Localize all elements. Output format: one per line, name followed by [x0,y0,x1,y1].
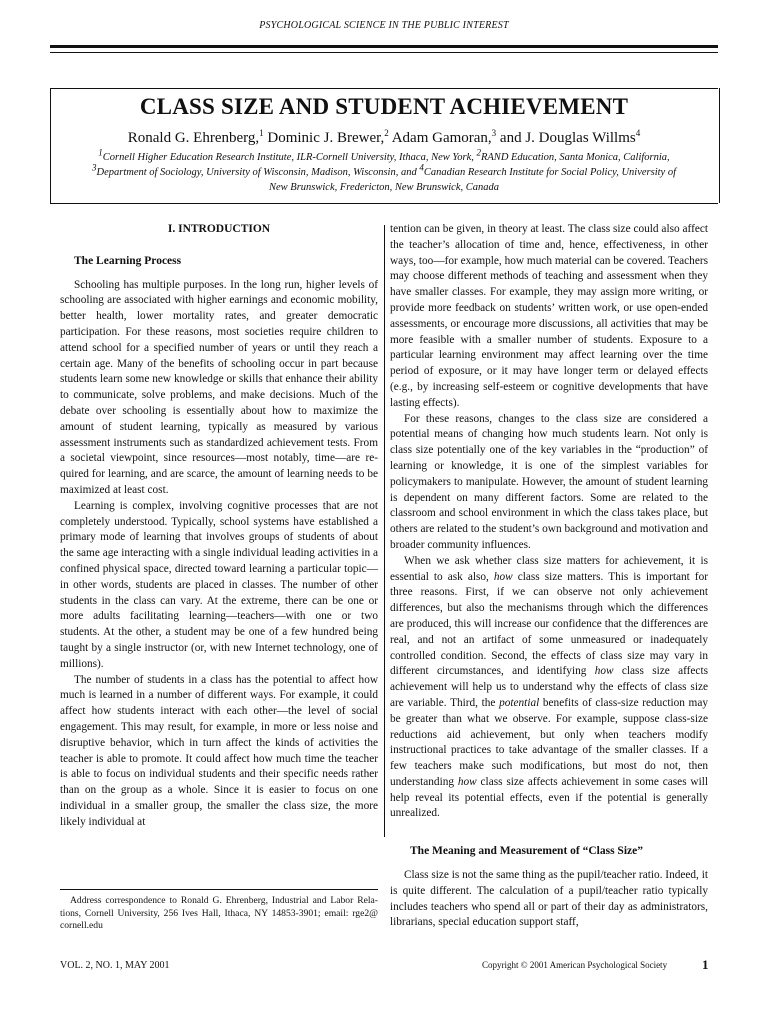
subheading: The Learning Process [74,254,182,267]
body-paragraph [390,554,708,823]
author-sup: 3 [491,128,497,138]
affiliation-text: Department of Sociology, University of Wisconsin, Madison, Wisconsin, and [96,167,417,178]
affiliation-text: RAND Education, Santa Monica, California, [480,152,670,163]
affiliation-text: Cornell Higher Education Research Institute, ILR-Cornell University, Ithaca, New York, [102,152,474,163]
header-rule-thin [50,52,718,53]
text-run: class size affects achievement will help us to understand why the effects of class size are variable. Third, the [390,665,708,709]
emphasis: potential [499,696,540,709]
footnote-rule [60,889,378,890]
author-name: Ronald G. Ehrenberg, [127,130,260,146]
emphasis: how [457,775,477,788]
header-rule-thick [50,45,718,48]
author-name: Adam Gamoran, [391,130,492,146]
left-column [60,222,378,830]
text-run: When we ask whether class size matters for achievement, it is essential to ask also, [390,554,708,583]
body-paragraph: The number of students in a class has the potential to affect how much is learned in a number of different ways. For example, it could affect how students interact with each other—the level of social engagement. This may result, for example, in more or less noise and disruptive behavior, which in turn affect the kinds of activities the teacher is able to promote. It could affect how much time the teacher is able to focus on individual students and their specific needs rather than on the group as a whole. Since it is easier to focus on one individual in a smaller group, the smaller the class size, the more likely individual at [60,673,378,828]
running-head: PSYCHOLOGICAL SCIENCE IN THE PUBLIC INTEREST [259,20,509,31]
emphasis: how [594,665,614,678]
page-number: 1 [702,957,709,972]
subheading: The Meaning and Measurement of “Class Size” [410,845,643,858]
author-list [0,130,768,147]
right-column [390,222,708,931]
column-divider [384,225,385,837]
author-sup: 1 [259,128,264,138]
body-paragraph: Schooling has multiple purposes. In the long run, higher levels of schooling are associated with higher earnings and economic mobility, better health, lower mortality rates, and greater democratic participation. For these reasons, most societies require children to attend school for a specified number of years or until they reach a certain age. Many of the benefits of schooling occur in part because students learn some new knowledge or skills that enhance their ability to communicate, solve problems, and make decisions. Much of the debate over schooling is essentially about how to maximize the amount of student learning, typically as measured by various assessment instruments such as standardized achievement tests. From a societal viewpoint, since resources—most notably, time—are required for learning, and are scarce, the amount of learning needs to be maximized at least cost. [60,278,378,496]
affiliation-sup: 4 [419,162,424,173]
title-box-bottom-rule [50,203,718,204]
text-run: benefits of class-size reduction may be greater than what we observe. For example, suppose class-size reductions aid achievement, but only when teachers modify instructional practices to take advantage of the smaller classes. If a few teachers make such modifications, but most do not, then understanding [390,696,709,788]
affiliation-text: Canadian Research Institute for Social Policy, University of New Brunswick, Fredericton, New Brunswick, Canada [268,167,676,193]
article-title: CLASS SIZE AND STUDENT ACHIEVEMENT [139,94,629,119]
volume-info: VOL. 2, NO. 1, MAY 2001 [60,960,170,971]
footnote: Address correspondence to Ronald G. Ehrenberg, Industrial and Labor Relations, Cornell University, 256 Ives Hall, Ithaca, NY 14853-3901; email: rge2@ cornell.edu [60,895,378,931]
body-paragraph: Class size is not the same thing as the pupil/teacher ratio. Indeed, it is quite different. The calculation of a pupil/teacher ratio typically includes teachers who spend all or part of their day as administrators, librarians, special education support staff, [390,869,708,929]
emphasis: how [493,570,513,583]
author-sup: 2 [384,128,389,138]
text-run: class size affects achievement in some cases will help reveal its potential effects, even if the potential is generally unrealized. [390,775,709,820]
author-name: Dominic J. Brewer, [267,130,385,146]
text-run: class size matters. This is important for three reasons. First, if we can observe not only achievement differences, but also the mechanisms through which the differences are produced, this will increase our confidence that the differences are real, and not an artifact of some unmeasured or inadequately controlled condition. Second, the effects of class size may vary in different circumstances, and identifying [390,570,708,678]
body-paragraph: tention can be given, in theory at least. The class size could also affect the teacher’s allocation of time and, hence, effectiveness, in other ways, too—for example, how much material can be covered. Teachers may choose different methods of teaching and assessment when they have smaller classes. For example, they may assign more writing, or provide more feedback on students’ written work, or use open-ended assessments, or encourage more discussions, all activities that may be more feasible with a smaller number of students. Exposure to a particular learning environment may affect learning over the time period of exposure, or it may have longer term or delayed effects (e.g., by increasing self-esteem or cognitive developments that have lasting effects). [390,223,708,409]
affiliations [90,147,678,195]
author-name: and J. Douglas Willms [499,130,636,146]
copyright: Copyright © 2001 American Psychological Society [482,960,668,970]
affiliation-sup: 3 [91,162,97,173]
affiliation-sup: 2 [476,147,481,158]
body-paragraph: Learning is complex, involving cognitive processes that are not completely understood. Typically, school systems have established a primary mode of learning that involves groups of students of about the same age interacting with a single individual leading activities in a confined physical space, directed toward learning a particular topic—in other words, students are placed in classes. The number of other students in the class can vary. At the extreme, there can be one or more adults facilitating learning—teachers—with one or two students. At the other, a student may be one of a few hundred being taught by a single instructor (or, with new Internet technology, one of millions). [60,499,378,670]
affiliation-sup: 1 [98,147,103,158]
section-heading: I. INTRODUCTION [167,223,271,235]
body-paragraph: For these reasons, changes to the class size are considered a potential means of changing how much students learn. Not only is class size potentially one of the key variables in the “production” of learning or knowledge, it is one of the simplest variables for policymakers to manipulate. However, the amount of student learning is dependent on many different factors. Some are related to the classroom and school environment in which the class takes place, but others are related to the student’s own background and motivation and broader community influences. [390,412,708,551]
author-sup: 4 [635,128,641,138]
